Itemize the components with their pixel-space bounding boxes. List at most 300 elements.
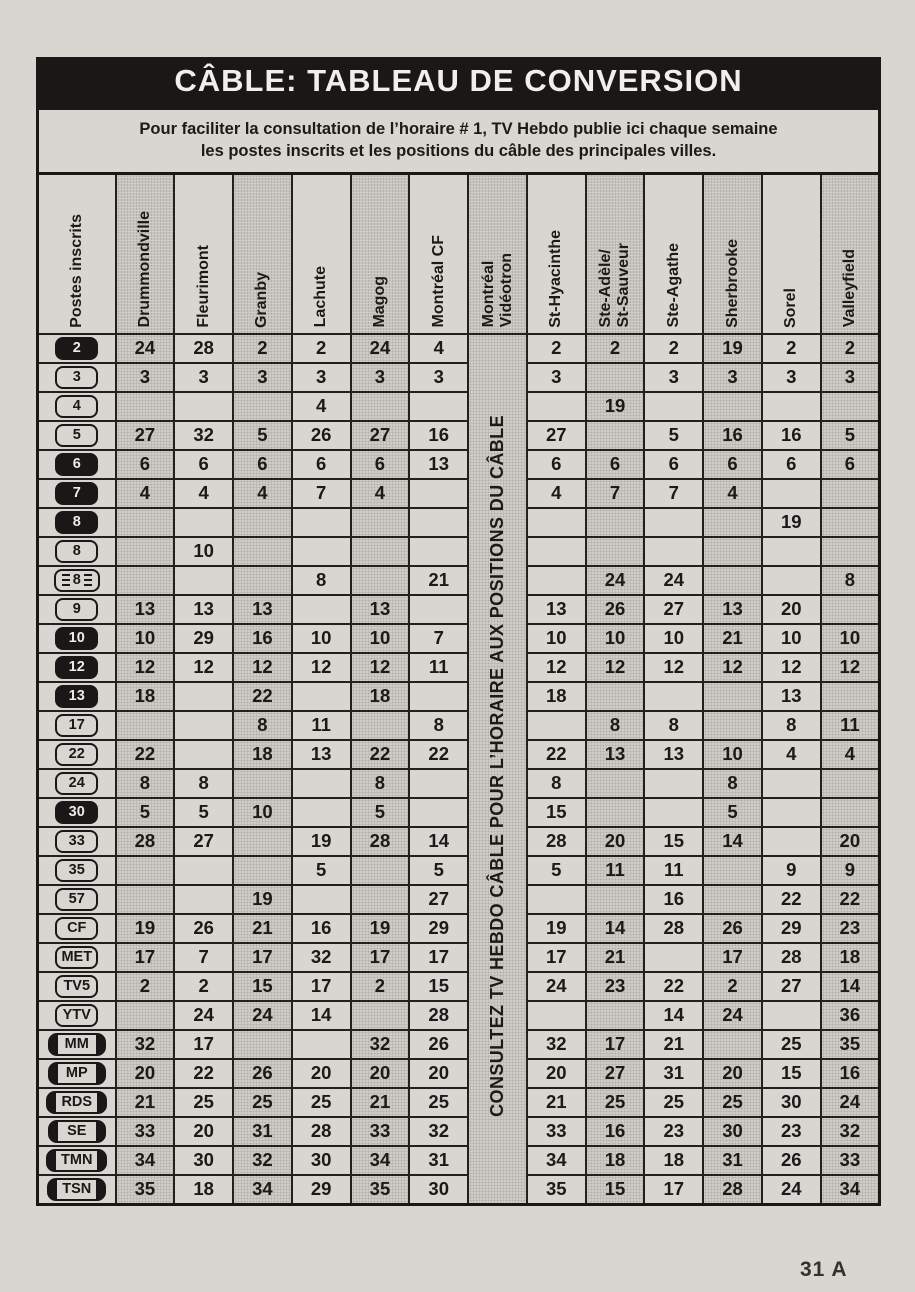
- cable-position-cell: [351, 856, 410, 885]
- channel-badge: MET: [55, 946, 98, 969]
- cable-position-cell: [586, 885, 645, 914]
- cable-position-cell: 13: [527, 595, 586, 624]
- cable-position-cell: 26: [409, 1030, 468, 1059]
- cable-position-cell: 8: [233, 711, 292, 740]
- cable-position-cell: 31: [409, 1146, 468, 1175]
- cable-position-cell: [762, 827, 821, 856]
- cable-position-cell: 15: [233, 972, 292, 1001]
- cable-position-cell: [586, 508, 645, 537]
- cable-position-cell: 20: [409, 1059, 468, 1088]
- cable-position-cell: 25: [409, 1088, 468, 1117]
- cable-position-cell: 16: [292, 914, 351, 943]
- column-header-8: [527, 173, 586, 334]
- cable-position-cell: 2: [527, 334, 586, 363]
- cable-position-cell: [527, 566, 586, 595]
- cable-position-cell: [821, 798, 880, 827]
- table-row: [38, 392, 880, 421]
- cable-position-cell: [821, 537, 880, 566]
- cable-position-cell: 10: [233, 798, 292, 827]
- cable-position-cell: 14: [409, 827, 468, 856]
- cable-position-cell: 32: [527, 1030, 586, 1059]
- cable-position-cell: 4: [174, 479, 233, 508]
- cable-position-cell: 2: [586, 334, 645, 363]
- cable-position-cell: 28: [644, 914, 703, 943]
- cable-position-cell: 19: [351, 914, 410, 943]
- channel-badge-cell: [38, 1088, 116, 1117]
- cable-position-cell: 17: [586, 1030, 645, 1059]
- channel-badge: 6: [55, 453, 98, 476]
- cable-position-cell: 12: [351, 653, 410, 682]
- channel-badge-cell: [38, 827, 116, 856]
- cable-position-cell: 2: [233, 334, 292, 363]
- cable-position-cell: 3: [233, 363, 292, 392]
- cable-position-cell: 21: [116, 1088, 175, 1117]
- cable-position-cell: 24: [527, 972, 586, 1001]
- cable-position-cell: 11: [644, 856, 703, 885]
- cable-position-cell: 2: [292, 334, 351, 363]
- cable-position-cell: 6: [233, 450, 292, 479]
- cable-position-cell: [351, 1001, 410, 1030]
- cable-position-cell: 32: [292, 943, 351, 972]
- cable-position-cell: 5: [351, 798, 410, 827]
- cable-position-cell: 16: [762, 421, 821, 450]
- cable-position-cell: 13: [586, 740, 645, 769]
- cable-position-cell: [292, 885, 351, 914]
- cable-position-cell: 11: [409, 653, 468, 682]
- cable-position-cell: [644, 508, 703, 537]
- cable-position-cell: 14: [821, 972, 880, 1001]
- channel-badge-cell: [38, 1117, 116, 1146]
- channel-badge: 13: [55, 685, 98, 708]
- cable-position-cell: 22: [233, 682, 292, 711]
- cable-position-cell: 26: [703, 914, 762, 943]
- cable-position-cell: [351, 508, 410, 537]
- cable-position-cell: [174, 740, 233, 769]
- cable-position-cell: 2: [174, 972, 233, 1001]
- cable-position-cell: 5: [644, 421, 703, 450]
- cable-position-cell: [762, 392, 821, 421]
- cable-position-cell: 18: [233, 740, 292, 769]
- table-row: [38, 1088, 880, 1117]
- cable-position-cell: 30: [762, 1088, 821, 1117]
- cable-position-cell: 36: [821, 1001, 880, 1030]
- cable-position-cell: 32: [174, 421, 233, 450]
- cable-position-cell: [292, 595, 351, 624]
- column-header-12: [762, 173, 821, 334]
- cable-position-cell: [703, 856, 762, 885]
- cable-position-cell: 34: [527, 1146, 586, 1175]
- cable-position-cell: 7: [644, 479, 703, 508]
- cable-position-cell: [703, 711, 762, 740]
- cable-position-cell: [233, 856, 292, 885]
- channel-badge-cell: [38, 595, 116, 624]
- channel-badge-cell: [38, 363, 116, 392]
- cable-position-cell: 24: [644, 566, 703, 595]
- table-header: [38, 173, 880, 334]
- table-row: [38, 740, 880, 769]
- cable-position-cell: 17: [409, 943, 468, 972]
- conversion-table: [36, 172, 881, 1206]
- cable-position-cell: 22: [174, 1059, 233, 1088]
- table-row: [38, 537, 880, 566]
- cable-position-cell: 25: [233, 1088, 292, 1117]
- table-row: [38, 856, 880, 885]
- cable-position-cell: 28: [116, 827, 175, 856]
- column-header-10: [644, 173, 703, 334]
- cable-position-cell: [527, 1001, 586, 1030]
- cable-position-cell: [116, 508, 175, 537]
- cable-position-cell: 21: [233, 914, 292, 943]
- table-row: [38, 653, 880, 682]
- cable-position-cell: 32: [821, 1117, 880, 1146]
- cable-position-cell: 22: [821, 885, 880, 914]
- cable-position-cell: [703, 1030, 762, 1059]
- column-header-label: Valleyfield: [840, 249, 858, 328]
- cable-position-cell: [644, 392, 703, 421]
- cable-position-cell: [292, 508, 351, 537]
- channel-badge: TV5: [55, 975, 98, 998]
- cable-position-cell: 22: [762, 885, 821, 914]
- cable-position-cell: 15: [527, 798, 586, 827]
- channel-badge: RDS: [46, 1091, 107, 1114]
- videotron-note: CONSULTEZ TV HEBDO CÂBLE POUR L’HORAIRE AUX POSITIONS DU CÂBLE: [486, 415, 507, 1117]
- cable-position-cell: 8: [116, 769, 175, 798]
- cable-position-cell: 5: [409, 856, 468, 885]
- channel-badge-cell: [38, 508, 116, 537]
- cable-position-cell: 17: [703, 943, 762, 972]
- cable-position-cell: [116, 856, 175, 885]
- cable-position-cell: 25: [586, 1088, 645, 1117]
- channel-badge: 8: [55, 540, 98, 563]
- cable-position-cell: 23: [821, 914, 880, 943]
- channel-badge-cell: [38, 943, 116, 972]
- cable-position-cell: [409, 508, 468, 537]
- cable-position-cell: [409, 682, 468, 711]
- table-row: [38, 885, 880, 914]
- table-row: [38, 711, 880, 740]
- cable-position-cell: 5: [527, 856, 586, 885]
- cable-position-cell: [409, 595, 468, 624]
- cable-position-cell: 12: [116, 653, 175, 682]
- cable-position-cell: 17: [644, 1175, 703, 1205]
- cable-position-cell: [233, 537, 292, 566]
- cable-position-cell: 14: [586, 914, 645, 943]
- cable-position-cell: [821, 769, 880, 798]
- channel-badge: 24: [55, 772, 98, 795]
- cable-position-cell: 25: [703, 1088, 762, 1117]
- table-row: [38, 914, 880, 943]
- cable-position-cell: 35: [527, 1175, 586, 1205]
- cable-position-cell: 5: [174, 798, 233, 827]
- cable-position-cell: 26: [762, 1146, 821, 1175]
- cable-position-cell: 24: [762, 1175, 821, 1205]
- cable-position-cell: 12: [292, 653, 351, 682]
- table-row: [38, 334, 880, 363]
- cable-position-cell: 4: [409, 334, 468, 363]
- cable-position-cell: 24: [586, 566, 645, 595]
- cable-position-cell: 24: [233, 1001, 292, 1030]
- cable-position-cell: 8: [292, 566, 351, 595]
- cable-position-cell: [351, 711, 410, 740]
- cable-position-cell: 10: [351, 624, 410, 653]
- channel-badge: YTV: [55, 1004, 98, 1027]
- cable-position-cell: 20: [292, 1059, 351, 1088]
- cable-position-cell: 31: [644, 1059, 703, 1088]
- cable-position-cell: [409, 798, 468, 827]
- channel-badge-cell: [38, 711, 116, 740]
- cable-position-cell: [527, 508, 586, 537]
- column-header-label: Sorel: [782, 287, 800, 328]
- channel-badge: 7: [55, 482, 98, 505]
- cable-position-cell: 32: [351, 1030, 410, 1059]
- cable-position-cell: [174, 856, 233, 885]
- cable-position-cell: 17: [233, 943, 292, 972]
- cable-position-cell: 15: [762, 1059, 821, 1088]
- cable-position-cell: 12: [586, 653, 645, 682]
- channel-badge-cell: [38, 798, 116, 827]
- channel-badge: TMN: [46, 1149, 107, 1172]
- cable-position-cell: [527, 711, 586, 740]
- cable-position-cell: 16: [409, 421, 468, 450]
- column-header-label: Granby: [253, 271, 271, 328]
- cable-position-cell: 29: [292, 1175, 351, 1205]
- cable-position-cell: 13: [233, 595, 292, 624]
- cable-position-cell: 11: [292, 711, 351, 740]
- cable-position-cell: 13: [174, 595, 233, 624]
- channel-badge-cell: [38, 1146, 116, 1175]
- cable-position-cell: 23: [586, 972, 645, 1001]
- channel-badge: 33: [55, 830, 98, 853]
- cable-position-cell: 6: [703, 450, 762, 479]
- cable-position-cell: [174, 885, 233, 914]
- cable-position-cell: 20: [586, 827, 645, 856]
- cable-position-cell: 16: [703, 421, 762, 450]
- channel-badge: 9: [55, 598, 98, 621]
- channel-badge-cell: [38, 769, 116, 798]
- column-header-label: St-Hyacinthe: [547, 229, 565, 328]
- cable-position-cell: 5: [233, 421, 292, 450]
- cable-position-cell: [644, 798, 703, 827]
- cable-position-cell: [703, 885, 762, 914]
- cable-position-cell: 12: [527, 653, 586, 682]
- cable-position-cell: 13: [116, 595, 175, 624]
- column-header-13: [821, 173, 880, 334]
- channel-badge: 5: [55, 424, 98, 447]
- channel-badge: CF: [55, 917, 98, 940]
- cable-position-cell: 18: [644, 1146, 703, 1175]
- cable-position-cell: 12: [821, 653, 880, 682]
- cable-position-cell: 17: [292, 972, 351, 1001]
- cable-position-cell: 2: [762, 334, 821, 363]
- cable-position-cell: [586, 537, 645, 566]
- cable-position-cell: 33: [821, 1146, 880, 1175]
- column-header-label: Montréal CF: [429, 235, 447, 328]
- cable-position-cell: 4: [527, 479, 586, 508]
- cable-position-cell: 19: [116, 914, 175, 943]
- cable-position-cell: [174, 392, 233, 421]
- cable-position-cell: 32: [409, 1117, 468, 1146]
- cable-position-cell: 34: [116, 1146, 175, 1175]
- column-header-5: [351, 173, 410, 334]
- cable-position-cell: [233, 392, 292, 421]
- channel-badge: MP: [48, 1062, 106, 1085]
- channel-badge-cell: [38, 450, 116, 479]
- cable-position-cell: [703, 537, 762, 566]
- cable-position-cell: 13: [409, 450, 468, 479]
- cable-position-cell: 2: [821, 334, 880, 363]
- cable-position-cell: [821, 479, 880, 508]
- cable-position-cell: 7: [409, 624, 468, 653]
- cable-position-cell: 24: [821, 1088, 880, 1117]
- table-row: [38, 363, 880, 392]
- table-row: [38, 1146, 880, 1175]
- cable-position-cell: 32: [233, 1146, 292, 1175]
- page-number: 31 A: [800, 1258, 848, 1281]
- cable-position-cell: 27: [174, 827, 233, 856]
- cable-position-cell: [703, 508, 762, 537]
- cable-position-cell: [351, 392, 410, 421]
- cable-position-cell: [116, 566, 175, 595]
- channel-badge: 17: [55, 714, 98, 737]
- cable-position-cell: 16: [644, 885, 703, 914]
- cable-position-cell: 10: [703, 740, 762, 769]
- cable-position-cell: 4: [233, 479, 292, 508]
- table-row: [38, 943, 880, 972]
- cable-position-cell: 6: [174, 450, 233, 479]
- cable-position-cell: 19: [586, 392, 645, 421]
- cable-position-cell: 8: [527, 769, 586, 798]
- channel-badge: SE: [48, 1120, 106, 1143]
- cable-position-cell: 22: [644, 972, 703, 1001]
- cable-position-cell: 15: [644, 827, 703, 856]
- cable-position-cell: 15: [409, 972, 468, 1001]
- cable-position-cell: [644, 943, 703, 972]
- cable-position-cell: [586, 682, 645, 711]
- cable-position-cell: 27: [762, 972, 821, 1001]
- cable-position-cell: [292, 769, 351, 798]
- cable-position-cell: 6: [116, 450, 175, 479]
- cable-position-cell: 10: [527, 624, 586, 653]
- cable-position-cell: 5: [821, 421, 880, 450]
- cable-position-cell: 32: [116, 1030, 175, 1059]
- cable-position-cell: 21: [586, 943, 645, 972]
- cable-position-cell: [292, 682, 351, 711]
- channel-badge: 3: [55, 366, 98, 389]
- cable-position-cell: 10: [292, 624, 351, 653]
- cable-position-cell: 20: [821, 827, 880, 856]
- cable-position-cell: 6: [351, 450, 410, 479]
- cable-position-cell: 23: [644, 1117, 703, 1146]
- cable-position-cell: 28: [527, 827, 586, 856]
- badge-label: 8: [72, 571, 81, 588]
- cable-position-cell: 4: [762, 740, 821, 769]
- cable-position-cell: [586, 1001, 645, 1030]
- column-header-label: Montréal Vidéotron: [479, 253, 515, 328]
- cable-position-cell: 3: [762, 363, 821, 392]
- cable-position-cell: [762, 566, 821, 595]
- cable-position-cell: [586, 798, 645, 827]
- column-header-2: [174, 173, 233, 334]
- cable-position-cell: 19: [703, 334, 762, 363]
- cable-position-cell: 27: [527, 421, 586, 450]
- cable-position-cell: [586, 769, 645, 798]
- channel-badge-cell: [38, 566, 116, 595]
- cable-position-cell: [233, 566, 292, 595]
- cable-position-cell: 21: [644, 1030, 703, 1059]
- channel-badge-cell: [38, 653, 116, 682]
- cable-position-cell: 25: [292, 1088, 351, 1117]
- cable-position-cell: 13: [292, 740, 351, 769]
- page-title: CÂBLE: TABLEAU DE CONVERSION: [36, 57, 881, 107]
- cable-position-cell: [116, 885, 175, 914]
- cable-position-cell: 3: [703, 363, 762, 392]
- cable-position-cell: 13: [703, 595, 762, 624]
- cable-position-cell: 6: [762, 450, 821, 479]
- column-header-label: Magog: [370, 275, 388, 328]
- cable-position-cell: 10: [762, 624, 821, 653]
- cable-position-cell: 13: [644, 740, 703, 769]
- cable-position-cell: 7: [586, 479, 645, 508]
- cable-position-cell: 8: [174, 769, 233, 798]
- channel-badge: 30: [55, 801, 98, 824]
- cable-position-cell: 9: [762, 856, 821, 885]
- cable-position-cell: 33: [527, 1117, 586, 1146]
- cable-position-cell: 24: [703, 1001, 762, 1030]
- cable-position-cell: 29: [409, 914, 468, 943]
- cable-position-cell: 6: [292, 450, 351, 479]
- column-header-postes-inscrits: [38, 173, 116, 334]
- cable-position-cell: 19: [292, 827, 351, 856]
- channel-badge-cell: [38, 1175, 116, 1205]
- table-row: [38, 769, 880, 798]
- cable-position-cell: 21: [703, 624, 762, 653]
- cable-position-cell: 2: [116, 972, 175, 1001]
- cable-position-cell: [292, 537, 351, 566]
- column-header-4: [292, 173, 351, 334]
- cable-position-cell: 28: [762, 943, 821, 972]
- channel-badge-cell: [38, 682, 116, 711]
- channel-badge-cell: [38, 421, 116, 450]
- cable-position-cell: 24: [116, 334, 175, 363]
- cable-position-cell: 33: [351, 1117, 410, 1146]
- table-body: [38, 334, 880, 1205]
- cable-position-cell: [644, 769, 703, 798]
- table-row: [38, 508, 880, 537]
- table-row: [38, 1001, 880, 1030]
- cable-position-cell: 27: [586, 1059, 645, 1088]
- cable-position-cell: [116, 537, 175, 566]
- channel-badge: TSN: [47, 1178, 106, 1201]
- cable-position-cell: 20: [762, 595, 821, 624]
- cable-position-cell: 31: [703, 1146, 762, 1175]
- cable-position-cell: [586, 421, 645, 450]
- cable-position-cell: 4: [116, 479, 175, 508]
- cable-position-cell: [821, 508, 880, 537]
- cable-position-cell: 19: [233, 885, 292, 914]
- cable-position-cell: 16: [586, 1117, 645, 1146]
- cable-position-cell: 24: [174, 1001, 233, 1030]
- cable-position-cell: 9: [821, 856, 880, 885]
- table-row: [38, 595, 880, 624]
- cable-position-cell: 30: [703, 1117, 762, 1146]
- cable-position-cell: 15: [586, 1175, 645, 1205]
- cable-position-cell: 3: [292, 363, 351, 392]
- cable-position-cell: 18: [174, 1175, 233, 1205]
- header-row: [38, 173, 880, 334]
- cable-position-cell: 3: [174, 363, 233, 392]
- cable-position-cell: 8: [586, 711, 645, 740]
- subtitle-line-2: les postes inscrits et les positions du câble des principales villes.: [200, 142, 717, 161]
